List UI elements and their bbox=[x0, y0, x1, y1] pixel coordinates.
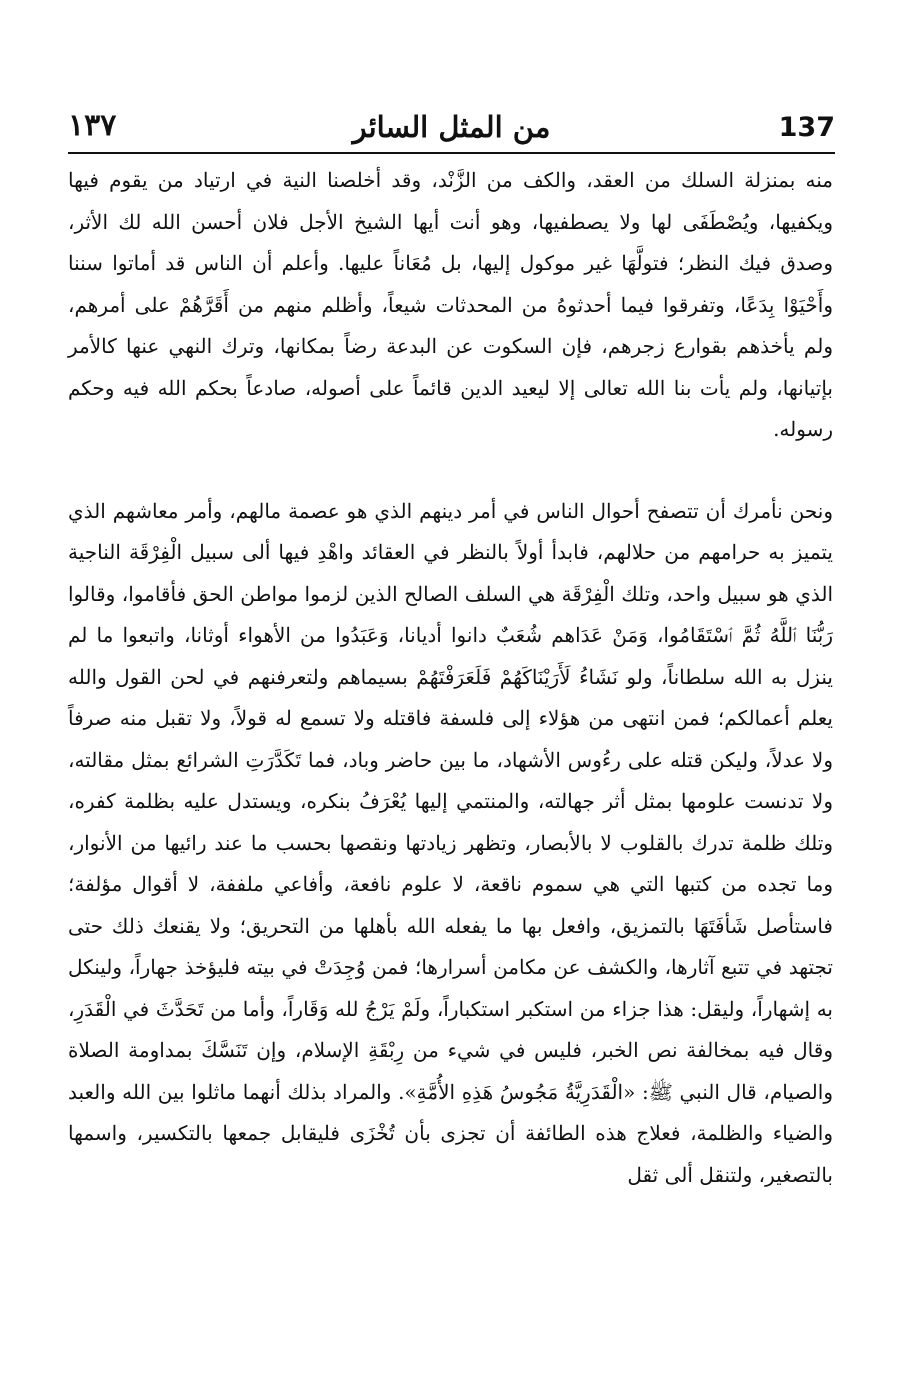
paragraph-2: ونحن نأمرك أن تتصفح أحوال الناس في أمر دينهم الذي هو عصمة مالهم، وأمر معاشهم الذي يتميز به حرامهم من حلالهم، فابدأ أولاً بالنظر في العقائد واهْدِ فيها ألى سبيل الْفِرْقَة الناجية الذي هو سبيل واحد، وتلك الْفِرْقَة هي السلف الصالح الذين لزموا مواطن الحق فأقاموا، وقالوا رَبُّنَا ٱللَّهُ ثُمَّ ٱسْتَقَامُوا، وَمَنْ عَدَاهم شُعَبٌ دانوا أديانا، وَعَبَدُوا من الأهواء أوثانا، واتبعوا ما لم ينزل به الله سلطاناً، ولو نَشَاءُ لَأَرَيْنَاكَهُمْ فَلَعَرَفْتَهُمْ بسيماهم ولتعرفنهم في لحن القول والله يعلم أعمالكم؛ فمن انتهى من هؤلاء إلى فلسفة فاقتله ولا تسمع له قولاً، ولا تقبل منه صرفاً ولا عدلاً، وليكن قتله على رءُوس الأشهاد، ما بين حاضر وباد، فما تَكَدَّرَتِ الشرائع بمثل مقالته، ولا تدنست علومها بمثل أثر جهالته، والمنتمي إليها يُعْرَفُ بنكره، ويستدل عليه بظلمة كفره، وتلك ظلمة تدرك بالقلوب لا بالأبصار، وتظهر زيادتها ونقصها بحسب ما عند رائيها من الأنوار، وما تجده من كتبها التي هي سموم ناقعة، لا علوم نافعة، وأفاعي ملففة، لا أقوال مؤلفة؛ فاستأصل شَأفَتَهَا بالتمزيق، وافعل بها ما يفعله الله بأهلها من التحريق؛ ولا يقنعك ذلك حتى تجتهد في تتبع آثارها، والكشف عن مكامن أسرارها؛ فمن وُجِدَتْ في بيته فليؤخذ جهاراً، ولينكل به إشهاراً، وليقل: هذا جزاء من استكبر استكباراً، ولَمْ يَرْجُ لله وَقَاراً، وأما من تَحَدَّثَ في الْقَدَرِ، وقال فيه بمخالفة نص الخبر، فليس في شيء من رِبْقَةِ الإسلام، وإن تَنَسَّكَ بمداومة الصلاة والصيام، قال النبي ﷺ: «الْقَدَرِيَّةُ مَجُوسُ هَذِهِ الأُمَّةِ». والمراد بذلك أنهما ماثلوا بين الله والعبد والضياء والظلمة، فعلاج هذه الطائفة أن تجزى بأن تُخْزَى فليقابل جمعها بالتكسير، واسمها بالتصغير، ولتنقل ألى ثقل bbox=[68, 498, 833, 1187]
body-text bbox=[68, 160, 833, 1196]
page-header bbox=[68, 108, 835, 152]
page-number-arabic: ١٣٧ bbox=[68, 108, 117, 143]
page-number-latin: 137 bbox=[778, 112, 835, 143]
paragraph-1: منه بمنزلة السلك من العقد، والكف من الزَّنْد، وقد أخلصنا النية في ارتياد من يقوم فيها ويكفيها، ويُصْطَفَى لها ولا يصطفيها، وهو أنت أيها الشيخ الأجل فلان أحسن الله لك الأثر، وصدق فيك النظر؛ فتولَّهَا غير موكول إليها، بل مُعَاناً عليها. وأعلم أن الناس قد أماتوا سننا وأَحْيَوْا بِدَعًا، وتفرقوا فيما أحدثوهُ من المحدثات شيعاً، وأظلم منهم من أَقَرَّهُمْ على أمرهم، ولم يأخذهم بقوارع زجرهم، فإن السكوت عن البدعة رضاً بمكانها، وترك النهي عنها كالأمر بإتيانها، ولم يأت بنا الله تعالى إلا ليعيد الدين قائماً على أصوله، صادعاً بحكم الله فيه وحكم رسوله. bbox=[68, 168, 833, 441]
header-rule bbox=[68, 152, 835, 154]
running-title: من المثل السائر bbox=[352, 110, 551, 144]
